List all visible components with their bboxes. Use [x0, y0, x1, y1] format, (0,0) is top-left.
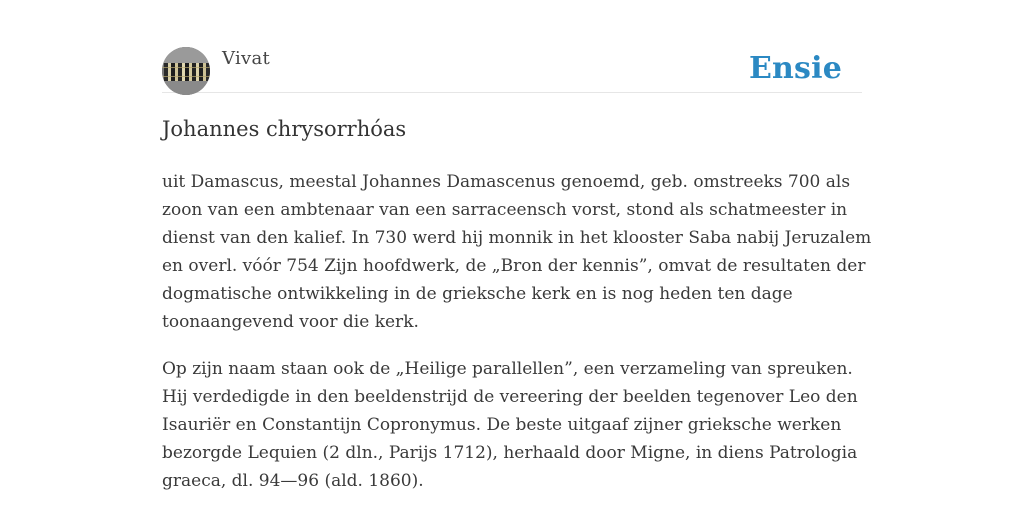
- source-name[interactable]: Vivat: [222, 48, 271, 69]
- brand-logo[interactable]: Ensie: [748, 51, 842, 86]
- text-line: Isauriër en Constantijn Copronymus. De beste uitgaaf zijner grieksche werken: [162, 415, 842, 435]
- article-body: [162, 168, 872, 512]
- source-avatar[interactable]: [162, 47, 210, 95]
- text-line: graeca, dl. 94—96 (ald. 1860).: [162, 471, 424, 491]
- text-line: dogmatische ontwikkeling in de grieksche kerk en is nog heden ten dage: [162, 284, 793, 304]
- text-line: toonaangevend voor die kerk.: [162, 312, 419, 332]
- text-line: bezorgde Lequien (2 dln., Parijs 1712), herhaald door Migne, in diens Patrologia: [162, 443, 858, 463]
- paragraph: [162, 355, 872, 495]
- text-line: zoon van een ambtenaar van een sarraceensch vorst, stond als schatmeester in: [162, 200, 848, 220]
- article-title: Johannes chrysorrhóas: [162, 117, 407, 141]
- text-line: uit Damascus, meestal Johannes Damascenus genoemd, geb. omstreeks 700 als: [162, 172, 851, 192]
- paragraph: [162, 168, 872, 336]
- header: [162, 46, 862, 93]
- text-line: dienst van den kalief. In 730 werd hij monnik in het klooster Saba nabij Jeruzalem: [162, 228, 872, 248]
- book-spines-icon: [162, 47, 210, 95]
- text-line: en overl. vóór 754 Zijn hoofdwerk, de „Bron der kennis”, omvat de resultaten der: [162, 256, 866, 276]
- text-line: Op zijn naam staan ook de „Heilige parallellen”, een verzameling van spreuken.: [162, 359, 853, 379]
- text-line: Hij verdedigde in den beeldenstrijd de vereering der beelden tegenover Leo den: [162, 387, 858, 407]
